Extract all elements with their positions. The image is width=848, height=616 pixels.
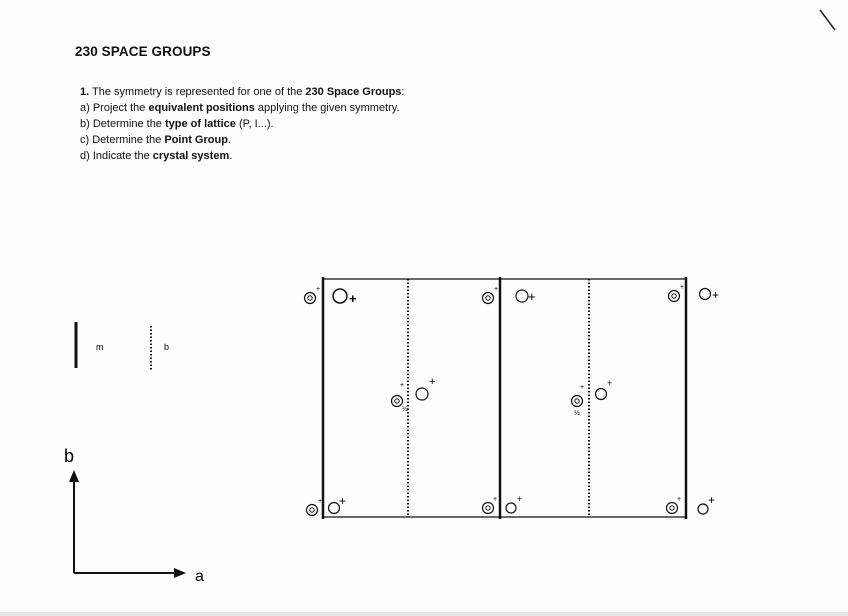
item-d-prefix: d) Indicate the: [80, 150, 153, 162]
position-sign: +: [677, 496, 682, 503]
mirror-label: m: [96, 342, 104, 352]
unit-cell-diagram: [296, 265, 736, 525]
position-sign: +: [712, 288, 720, 302]
item-d-suffix: .: [229, 150, 233, 162]
question-number: 1.: [80, 86, 90, 98]
item-c-suffix: .: [227, 134, 231, 146]
item-d-bold: crystal system: [152, 150, 230, 162]
position-sign: +: [400, 382, 405, 389]
question-item-d: [80, 148, 540, 164]
question-intro: [80, 84, 540, 100]
item-b-suffix: (P, I...).: [235, 118, 274, 130]
axis-a-arrow-icon: [174, 568, 186, 578]
page-bottom-edge: [0, 612, 848, 616]
axis-a-label: a: [195, 568, 204, 585]
position-sign: +: [339, 494, 347, 508]
position-circle: [698, 504, 708, 514]
axis-b-label: b: [64, 446, 75, 466]
position-circle-comma: [572, 396, 583, 407]
position-circle-comma: [483, 503, 494, 514]
question-intro-text: The symmetry is represented for one of the: [89, 86, 306, 98]
position-circle: [516, 290, 528, 302]
axes-indicator: [60, 440, 220, 590]
question-intro-bold: 230 Space Groups: [305, 86, 402, 98]
symmetry-legend: [68, 318, 188, 378]
position-circle: [333, 289, 347, 303]
item-b-prefix: b) Determine the: [80, 118, 165, 130]
position-sign: +: [680, 284, 685, 291]
position-circle: [329, 503, 340, 514]
item-c-bold: Point Group: [164, 134, 228, 146]
glide-label: b: [164, 342, 170, 352]
question-item-c: [80, 132, 540, 148]
position-circle: [700, 289, 711, 300]
question-block: [80, 84, 540, 164]
item-b-bold: type of lattice: [164, 118, 236, 130]
position-sign: +: [494, 286, 499, 293]
position-circle-comma: [307, 505, 318, 516]
position-sign: +: [517, 494, 523, 504]
position-sign: +: [580, 384, 585, 391]
question-intro-end: :: [401, 86, 405, 98]
question-item-b: [80, 116, 540, 132]
position-circle: [596, 389, 607, 400]
position-sign: +: [708, 493, 716, 507]
position-circle: [416, 388, 428, 400]
position-sign: +: [607, 378, 613, 388]
position-sign: +: [318, 498, 323, 505]
position-circle-comma: [483, 293, 494, 304]
position-circle: [506, 503, 516, 513]
position-sign: +: [429, 376, 436, 388]
position-sign: +: [528, 289, 536, 304]
item-c-prefix: c) Determine the: [80, 134, 165, 146]
position-half-label: ½: [402, 406, 408, 413]
item-a-bold: equivalent positions: [148, 102, 255, 114]
item-a-suffix: applying the given symmetry.: [254, 102, 400, 114]
position-circle-comma: [392, 396, 403, 407]
page-title: 230 SPACE GROUPS: [75, 44, 211, 59]
item-a-prefix: a) Project the: [80, 102, 149, 114]
position-half-label: ½: [574, 410, 580, 417]
position-circle-comma: [305, 293, 316, 304]
position-sign: +: [493, 496, 498, 503]
pen-stroke-mark: [818, 8, 848, 38]
position-circle-comma: [667, 503, 678, 514]
question-item-a: [80, 100, 540, 116]
position-sign: +: [316, 286, 321, 293]
axis-b-arrow-icon: [69, 470, 79, 482]
position-sign: +: [349, 291, 357, 306]
position-circle-comma: [669, 291, 680, 302]
